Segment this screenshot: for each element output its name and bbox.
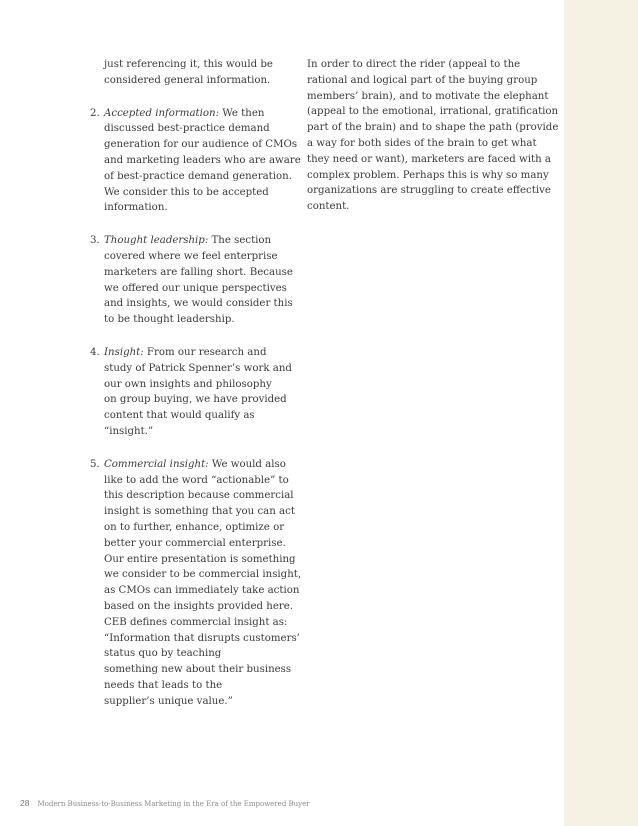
continuation-paragraph	[90, 57, 295, 89]
text-line: our own insights and philosophy	[104, 378, 272, 390]
text-line: status quo by teaching	[104, 648, 222, 660]
list-item-commercial-insight	[90, 457, 302, 710]
text-line: CEB defines commercial insight as:	[104, 616, 288, 628]
text-line: rational and logical part of the buying group	[307, 74, 538, 86]
left-column	[90, 57, 302, 726]
text-line: to be thought leadership.	[104, 314, 235, 326]
text-line: information.	[104, 202, 168, 214]
text-line: part of the brain) and to shape the path (provide	[307, 122, 559, 134]
text-line: Our entire presentation is something	[104, 553, 296, 565]
text-line: We consider this to be accepted	[104, 186, 269, 198]
page-sidebar-band	[564, 0, 638, 826]
text-line: insight is something that you can act	[104, 506, 295, 518]
text-line: this description because commercial	[104, 490, 294, 502]
text-line: study of Patrick Spenner’s work and	[104, 362, 292, 374]
page-footer	[20, 798, 310, 808]
text-line: just referencing it, this would be	[104, 59, 273, 70]
text-line: In order to direct the rider (appeal to the	[307, 59, 521, 70]
text-line: needs that leads to the	[104, 679, 223, 691]
list-item-insight	[90, 345, 295, 440]
list-item-body	[104, 345, 295, 440]
text-line: content.	[307, 201, 350, 213]
text-line: something new about their business	[104, 664, 292, 676]
item-term: Thought leadership:	[104, 235, 209, 247]
text-fragment: We would also	[208, 458, 286, 470]
list-item-body	[104, 457, 301, 710]
text-fragment: From our research and	[143, 346, 267, 358]
text-line: content that would qualify as	[104, 410, 255, 422]
text-line: complex problem. Perhaps this is why so many	[307, 169, 549, 181]
text-line: better your commercial enterprise.	[104, 537, 286, 549]
text-line: and insights, we would consider this	[104, 298, 293, 310]
text-line: generation for our audience of CMOs	[104, 139, 298, 151]
list-number: 5.	[90, 458, 100, 470]
text-line: of best-practice demand generation.	[104, 170, 292, 182]
text-line: and marketing leaders who are aware	[104, 154, 301, 166]
text-line: considered general information.	[104, 74, 271, 86]
list-item-thought-leadership	[90, 233, 295, 328]
list-item-body	[104, 233, 295, 328]
list-item-body	[104, 106, 301, 217]
list-item-accepted-information	[90, 106, 301, 217]
text-line	[104, 457, 301, 473]
list-number: 2.	[90, 107, 100, 119]
text-line: “insight.”	[104, 425, 154, 437]
text-line: “Information that disrupts customers’	[104, 632, 300, 644]
text-line: on group buying, we have provided	[104, 394, 287, 406]
text-line: marketers are falling short. Because	[104, 266, 293, 278]
text-line: discussed best-practice demand	[104, 123, 270, 135]
text-line: organizations are struggling to create effective	[307, 185, 551, 197]
footer-title: Modern Business-to-Business Marketing in the Era of the Empowered Buyer	[37, 800, 310, 808]
text-line	[104, 233, 295, 249]
text-line: like to add the word “actionable” to	[104, 474, 289, 486]
right-column-paragraph	[307, 57, 559, 215]
item-term: Insight:	[104, 346, 144, 358]
text-line: (appeal to the emotional, irrational, gratification	[307, 106, 559, 118]
item-term: Commercial insight:	[104, 458, 209, 470]
list-number: 4.	[90, 346, 100, 358]
text-line: a way for both sides of the brain to get what	[307, 137, 537, 149]
text-line	[104, 345, 295, 361]
text-fragment: We then	[219, 107, 265, 119]
text-fragment: The section	[208, 235, 272, 247]
text-line: supplier’s unique value.”	[104, 695, 233, 707]
item-term: Accepted information:	[104, 107, 220, 119]
text-line: covered where we feel enterprise	[104, 250, 278, 262]
text-line: members’ brain), and to motivate the elephant	[307, 90, 549, 102]
text-line: we offered our unique perspectives	[104, 282, 287, 294]
text-line: as CMOs can immediately take action	[104, 585, 300, 597]
text-line: we consider to be commercial insight,	[104, 569, 302, 581]
text-line: on to further, enhance, optimize or	[104, 521, 285, 533]
page-number: 28	[20, 798, 30, 808]
text-line: based on the insights provided here.	[104, 600, 293, 612]
list-number: 3.	[90, 235, 100, 247]
text-line	[104, 106, 301, 122]
text-line: they need or want), marketers are faced with a	[307, 153, 551, 165]
